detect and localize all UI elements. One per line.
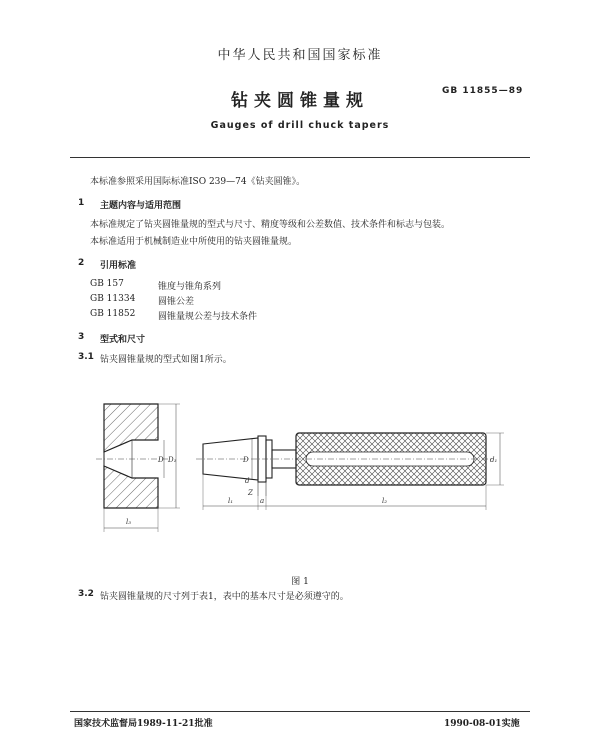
plug-gauge-drawing xyxy=(196,433,504,510)
section-1-heading: 主题内容与适用范围 xyxy=(100,201,182,211)
section-2-heading: 引用标准 xyxy=(100,261,137,271)
dim-label-z: Z xyxy=(248,489,253,497)
clause-3-2-text: 钻夹圆锥量规的尺寸列于表1，表中的基本尺寸是必须遵守的。 xyxy=(100,592,349,602)
section-3-number: 3 xyxy=(78,332,85,342)
reference-code: GB 11334 xyxy=(90,294,136,304)
national-standard-heading: 中华人民共和国国家标准 xyxy=(217,48,383,63)
dim-label-l3: l₃ xyxy=(126,518,132,526)
dim-label-l1: l₁ xyxy=(228,497,234,505)
dim-label-l2: l₂ xyxy=(382,497,388,505)
dim-label-a: a xyxy=(260,497,265,505)
reference-title: 圆锥公差 xyxy=(158,297,195,307)
reference-title: 圆锥量规公差与技术条件 xyxy=(158,312,258,322)
clause-3-2-number: 3.2 xyxy=(78,589,94,599)
section-1-number: 1 xyxy=(78,198,85,208)
intro-paragraph: 本标准参照采用国际标准ISO 239—74《钻夹圆锥》。 xyxy=(90,177,306,187)
dim-label-d1-handle: d₁ xyxy=(490,456,498,464)
section-1-paragraph-1: 本标准规定了钻夹圆锥量规的型式与尺寸、精度等级和公差数值、技术条件和标志与包装。 xyxy=(90,220,451,230)
dim-label-d-small: d xyxy=(245,477,250,485)
ring-gauge-drawing xyxy=(96,404,180,532)
section-1-paragraph-2: 本标准适用于机械制造业中所使用的钻夹圆锥量规。 xyxy=(90,237,298,247)
dim-label-d-plug: D xyxy=(243,456,249,464)
reference-code: GB 11852 xyxy=(90,309,136,319)
dim-label-d-ring: D xyxy=(158,456,164,464)
clause-3-1-text: 钻夹圆锥量规的型式如图1所示。 xyxy=(100,355,232,365)
standard-code: GB 11855—89 xyxy=(442,86,524,96)
approval-date: 国家技术监督局1989-11-21批准 xyxy=(74,719,213,729)
document-title: 钻夹圆锥量规 xyxy=(231,91,369,111)
section-3-heading: 型式和尺寸 xyxy=(100,335,146,345)
reference-code: GB 157 xyxy=(90,279,124,289)
effective-date: 1990-08-01实施 xyxy=(444,719,520,729)
section-2-number: 2 xyxy=(78,258,85,268)
reference-title: 锥度与锥角系列 xyxy=(158,282,222,292)
clause-3-1-number: 3.1 xyxy=(78,352,94,362)
english-title: Gauges of drill chuck tapers xyxy=(210,120,390,131)
figure-caption: 图 1 xyxy=(291,577,309,587)
footer-divider xyxy=(70,711,530,712)
dim-label-d1: D₁ xyxy=(168,456,177,464)
